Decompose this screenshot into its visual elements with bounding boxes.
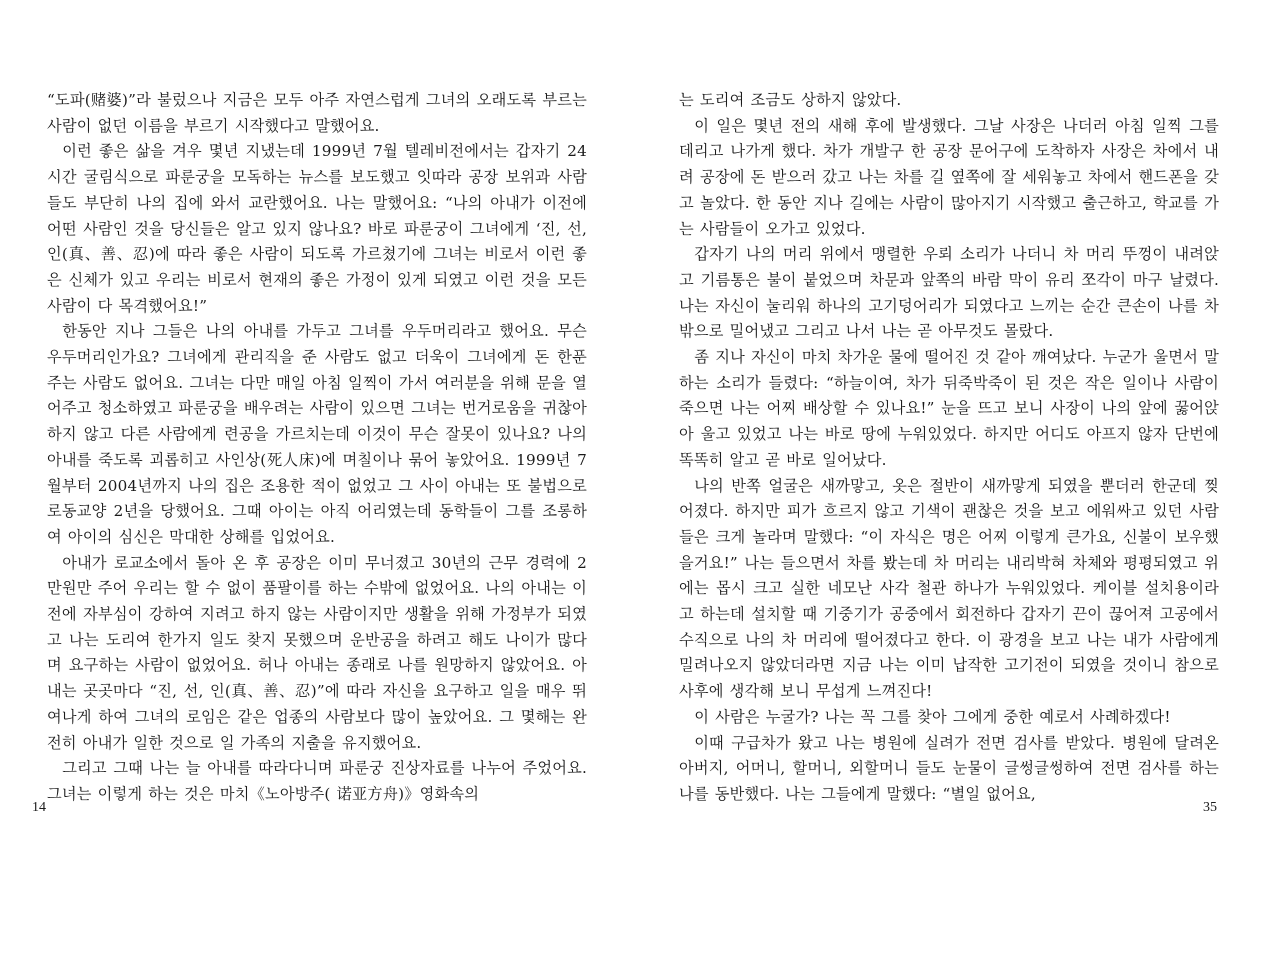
paragraph: “도파(赌婆)”라 불렀으나 지금은 모두 아주 자연스럽게 그녀의 오래도록 부르는 사람이 없던 이름을 부르기 시작했다고 말했어요.	[47, 91, 587, 135]
paragraph: 이런 좋은 삶을 겨우 몇년 지냈는데 1999년 7월 텔레비전에서는 갑자기 24시간 굴림식으로 파룬궁을 모독하는 뉴스를 보도했고 잇따라 공장 보위과 사람들도 부단히 나의 집에 와서 교란했어요. 나는 말했어요: “나의 아내가 이전에 어떤 사람인 것을 당신들은 알고 있지 않나요? 바로 파룬궁이 그녀에게 ‘진, 선, 인(真、善、忍)에 따라 좋은 사람이 되도록 가르쳤기에 그녀는 비로서 이런 좋은 신체가 있고 우리는 비로서 현재의 좋은 가정이 있게 되였고 이런 것을 모든 사람이 다 목격했어요!”	[47, 142, 587, 315]
paragraph: 좀 지나 자신이 마치 차가운 물에 떨어진 것 같아 깨여났다. 누군가 울면서 말하는 소리가 들렸다: “하늘이여, 차가 뒤죽박죽이 된 것은 작은 일이나 사람이 죽으면 나는 어찌 배상할 수 있나요!” 눈을 뜨고 보니 사장이 나의 앞에 꿇어앉아 울고 있었고 나는 바로 땅에 누워있었다. 하지만 어디도 아프지 않자 단번에 똑똑히 알고 곧 바로 일어났다.	[679, 348, 1219, 469]
page-number-left: 14	[32, 800, 46, 815]
left-page	[0, 0, 632, 978]
page-number-right: 35	[1203, 800, 1217, 815]
paragraph: 이 사람은 누굴가? 나는 꼭 그를 찾아 그에게 중한 예로서 사례하겠다!	[694, 707, 1171, 726]
right-page	[633, 0, 1265, 978]
paragraph: 이때 구급차가 왔고 나는 병원에 실려가 전면 검사를 받았다. 병원에 달려온 아버지, 어머니, 할머니, 외할머니 들도 눈물이 글썽글썽하여 전면 검사를 하는 나를 동반했다. 나는 그들에게 말했다: “별일 없어요,	[679, 733, 1219, 803]
paragraph: 갑자기 나의 머리 위에서 맹렬한 우뢰 소리가 나더니 차 머리 뚜껑이 내려앉고 기름통은 불이 붙었으며 차문과 앞쪽의 바람 막이 유리 쪼각이 마구 날렸다. 나는 자신이 눌리워 하나의 고기덩어리가 되였다고 느끼는 순간 큰손이 나를 차 밖으로 밀어냈고 그리고 나서 나는 곧 아무것도 몰랐다.	[679, 245, 1219, 341]
paragraph: 나의 반쪽 얼굴은 새까맣고, 옷은 절반이 새까맣게 되였을 뿐더러 한군데 찢어졌다. 하지만 피가 흐르지 않고 기색이 괜찮은 것을 보고 에워싸고 있던 사람들은 크게 놀라며 말했다: “이 자식은 명은 어찌 이렇게 큰가요, 신불이 보우했을거요!” 나는 들으면서 차를 봤는데 차 머리는 내리박혀 차체와 평평되였고 위에는 몹시 크고 실한 네모난 사각 철관 하나가 누워있었다. 케이블 설치용이라고 하는데 설치할 때 기중기가 공중에서 회전하다 갑자기 끈이 끊어져 고공에서 수직으로 나의 차 머리에 떨어졌다고 한다. 이 광경을 보고 나는 내가 사람에게 밀려나오지 않았더라면 지금 나는 이미 납작한 고기전이 되였을 것이니 참으로 사후에 생각해 보니 무섭게 느껴진다!	[679, 476, 1219, 701]
right-page-body	[679, 88, 1219, 808]
paragraph: 그리고 그때 나는 늘 아내를 따라다니며 파룬궁 진상자료를 나누어 주었어요. 그녀는 이렇게 하는 것은 마치《노아방주( 诺亚方舟)》영화속의	[47, 759, 587, 803]
paragraph: 는 도리여 조금도 상하지 않았다.	[679, 91, 902, 109]
left-page-body	[47, 88, 587, 808]
paragraph: 이 일은 몇년 전의 새해 후에 발생했다. 그날 사장은 나더러 아침 일찍 그를 데리고 나가게 했다. 차가 개발구 한 공장 문어구에 도착하자 사장은 차에서 내려 공장에 돈 받으러 갔고 나는 차를 길 옆쪽에 잘 세워놓고 차에서 핸드폰을 갖고 놀았다. 한 동안 지나 길에는 사람이 많아지기 시작했고 출근하고, 학교를 가는 사람들이 오가고 있었다.	[679, 116, 1219, 238]
paragraph: 한동안 지나 그들은 나의 아내를 가두고 그녀를 우두머리라고 했어요. 무슨 우두머리인가요? 그녀에게 관리직을 준 사람도 없고 더욱이 그녀에게 돈 한푼 주는 사람도 없어요. 그녀는 다만 매일 아침 일찍이 가서 여러분을 위해 문을 열어주고 청소하였고 파룬궁을 배우려는 사람이 있으면 그녀는 번거로움을 귀찮아하지 않고 다른 사람에게 련공을 가르치는데 이것이 무슨 잘못이 있나요? 나의 아내를 죽도록 괴롭히고 사인상(死人床)에 며칠이나 묶어 놓았어요. 1999년 7월부터 2004년까지 나의 집은 조용한 적이 없었고 그 사이 아내는 또 불법으로 로동교양 2년을 당했어요. 그때 아이는 아직 어리였는데 동학들이 그를 조롱하여 아이의 심신은 막대한 상해를 입었어요.	[47, 322, 587, 546]
paragraph: 아내가 로교소에서 돌아 온 후 공장은 이미 무너졌고 30년의 근무 경력에 2만원만 주어 우리는 할 수 없이 품팔이를 하는 수밖에 없었어요. 나의 아내는 이전에 자부심이 강하여 지려고 하지 않는 사람이지만 생활을 위해 가정부가 되였고 나는 도리여 한가지 일도 찾지 못했으며 운반공을 하려고 해도 나이가 많다며 요구하는 사람이 없었어요. 허나 아내는 종래로 나를 원망하지 않았어요. 아내는 곳곳마다 “진, 선, 인(真、善、忍)”에 따라 자신을 요구하고 일을 매우 뛰여나게 하여 그녀의 로임은 같은 업종의 사람보다 많이 높았어요. 그 몇해는 완전히 아내가 일한 것으로 일 가족의 지출을 유지했어요.	[47, 553, 587, 752]
